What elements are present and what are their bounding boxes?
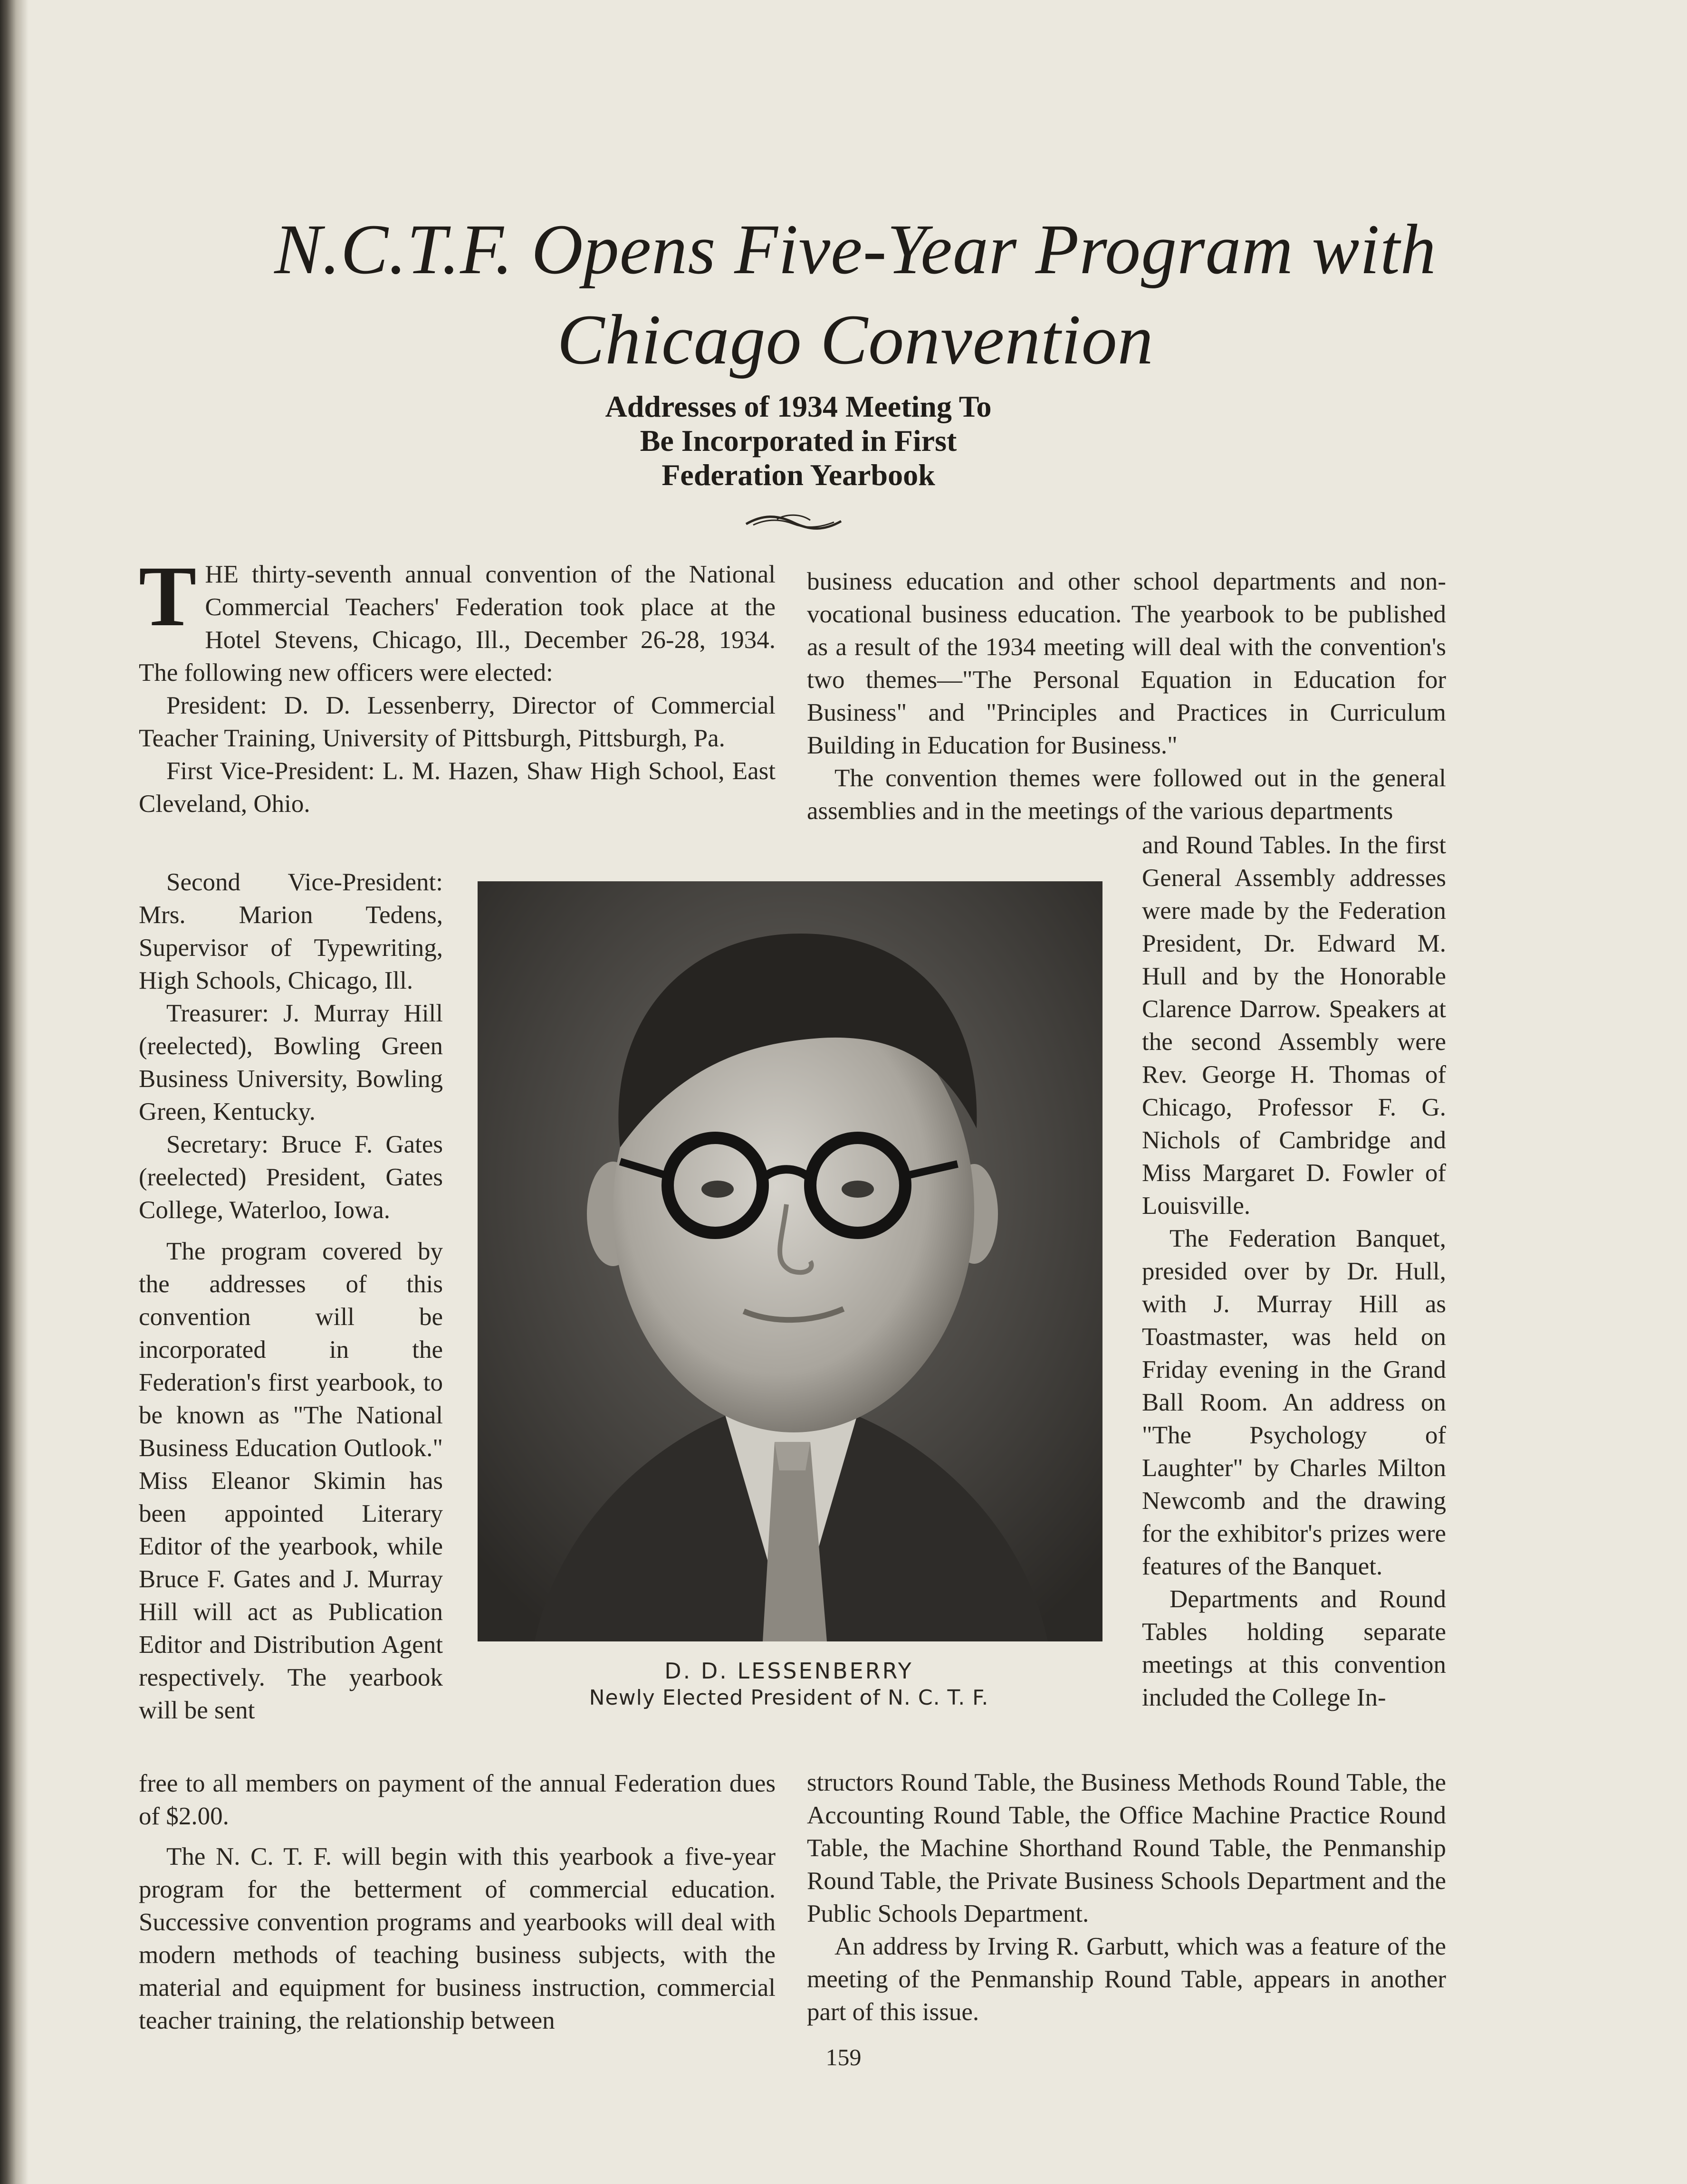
left-column-narrow <box>139 866 443 1727</box>
article-subtitle: Addresses of 1934 Meeting To Be Incorporated in First Federation Yearbook <box>605 390 992 492</box>
officer-secretary: Secretary: Bruce F. Gates (reelected) President, Gates College, Waterloo, Iowa. <box>139 1131 443 1224</box>
officer-first-vice-president: First Vice-President: L. M. Hazen, Shaw High School, East Cleveland, Ohio. <box>139 757 776 818</box>
article-title-line2: Chicago Convention <box>557 300 1154 379</box>
dues-paragraph: free to all members on payment of the annual Federation dues of $2.00. <box>139 1770 776 1830</box>
departments-paragraph: Departments and Round Tables holding separate meetings at this convention included the College In- <box>1142 1585 1446 1711</box>
drop-cap: T <box>139 549 197 644</box>
article-title-line1: N.C.T.F. Opens Five-Year Program with <box>274 210 1437 289</box>
general-assembly-paragraph: and Round Tables. In the first General Assembly addresses were made by the Federation President, Dr. Edward M. Hull and by the Honorable Clarence Darrow. Speakers at the second Assembly were Rev. George H. Thomas of Chicago, Professor F. G. Nichols of Cambridge and Miss Margaret D. Fowler of Louisville. <box>1142 831 1446 1220</box>
left-column-bottom <box>139 1767 776 2037</box>
caption-name: D. D. LESSENBERRY <box>664 1658 913 1684</box>
caption-description: Newly Elected President of N. C. T. F. <box>589 1686 989 1710</box>
officer-president: President: D. D. Lessenberry, Director of Commercial Teacher Training, University of Pittsburgh, Pittsburgh, Pa. <box>139 692 776 752</box>
ornament-divider <box>744 511 844 534</box>
five-year-program-paragraph: The N. C. T. F. will begin with this yearbook a five-year program for the betterment of commercial education. Successive convention programs and yearbooks will deal with modern methods of teaching business subjects, with the material and equipment for business instruction, commercial teacher training, the relationship between <box>139 1843 776 2034</box>
garbutt-paragraph: An address by Irving R. Garbutt, which was a feature of the meeting of the Penmanship Round Table, appears in another part of this issue. <box>807 1933 1446 2026</box>
yearbook-paragraph: The program covered by the addresses of this convention will be incorporated in the Federation's first yearbook, to be known as "The National Business Education Outlook." Miss Eleanor Skimin has been appointed Literary Editor of the yearbook, while Bruce F. Gates and J. Murray Hill will act as Publication Editor and Distribution Agent respectively. The yearbook will be sent <box>139 1238 443 1724</box>
left-column-top <box>139 549 776 820</box>
binding-shadow <box>0 0 29 2184</box>
portrait-illustration <box>478 881 1102 1641</box>
assemblies-paragraph: The convention themes were followed out in the general assemblies and in the meetings of the various departments <box>807 764 1446 825</box>
right-column-bottom <box>807 1766 1446 2029</box>
round-tables-paragraph: structors Round Table, the Business Methods Round Table, the Accounting Round Table, the Office Machine Practice Round Table, the Machine Shorthand Round Table, the Penmanship Round Table, the Private Business Schools Department and the Public Schools Department. <box>807 1769 1446 1927</box>
banquet-paragraph: The Federation Banquet, presided over by Dr. Hull, with J. Murray Hill as Toastmaster, was held on Friday evening in the Grand Ball Room. An address on "The Psychology of Laughter" by Charles Milton Newcomb and the drawing for the exhibitor's prizes were features of the Banquet. <box>1142 1225 1446 1580</box>
photo-caption <box>513 1657 1064 1711</box>
right-column-narrow <box>1142 829 1446 1714</box>
themes-paragraph: business education and other school departments and non-vocational business education. The yearbook to be published as a result of the 1934 meeting will deal with the convention's two themes—"The Personal Equation in Education for Business" and "Principles and Practices in Curriculum Building in Education for Business." <box>807 568 1446 759</box>
page-number: 159 <box>825 2044 862 2070</box>
right-column-top <box>807 565 1446 828</box>
officer-treasurer: Treasurer: J. Murray Hill (reelected), Bowling Green Business University, Bowling Green, Kentucky. <box>139 1000 443 1125</box>
officer-second-vice-president: Second Vice-President: Mrs. Marion Tedens, Supervisor of Typewriting, High Schools, Chicago, Ill. <box>139 868 443 994</box>
portrait-photo <box>478 881 1102 1641</box>
opening-paragraph: THE thirty-seventh annual convention of the National Commercial Teachers' Federation took place at the Hotel Stevens, Chicago, Ill., December 26-28, 1934. The following new officers were elected: <box>139 549 776 687</box>
